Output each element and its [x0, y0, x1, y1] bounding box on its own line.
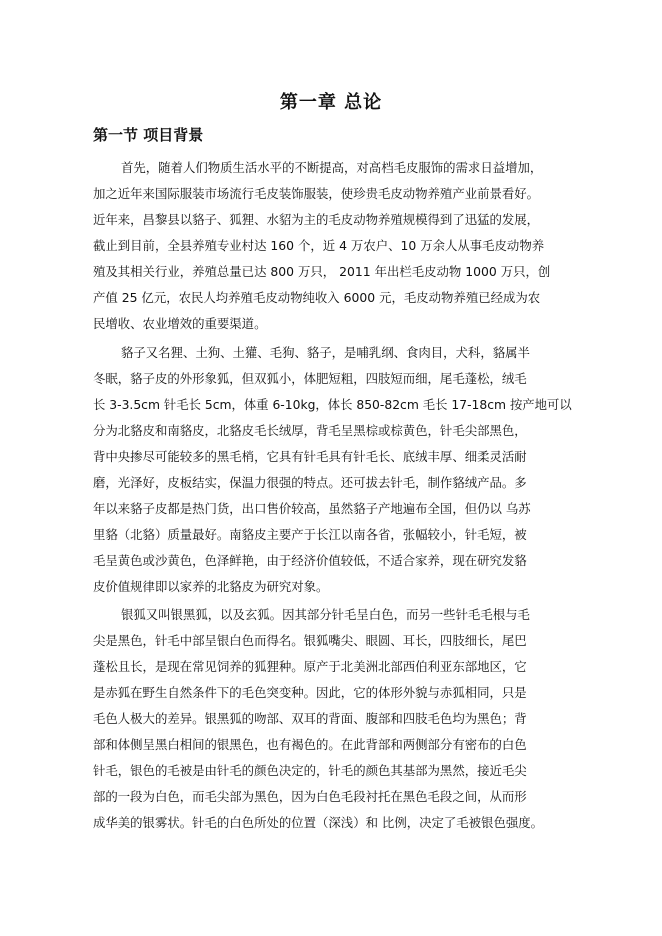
paragraph-line: 尖是黑色，针毛中部呈银白色而得名。银狐嘴尖、眼圆、耳长，四肢细长，尾巴 — [93, 633, 527, 648]
paragraph-line: 磨，光泽好，皮板结实，保温力很强的特点。还可拔去针毛，制作貉绒产品。多 — [93, 475, 527, 490]
paragraph-line: 民增收、农业增效的重要渠道。 — [93, 316, 267, 331]
paragraph-line: 里貉（北貉）质量最好。南貉皮主要产于长江以南各省，张幅较小，针毛短，被 — [93, 527, 527, 542]
paragraph-line: 加之近年来国际服装市场流行毛皮装饰服装，使珍贵毛皮动物养殖产业前景看好。 — [93, 186, 540, 201]
paragraph-line: 分为北貉皮和南貉皮，北貉皮毛长绒厚，背毛呈黑棕或棕黄色，针毛尖部黑色， — [93, 423, 527, 438]
paragraph-line: 毛呈黄色或沙黄色，色泽鲜艳，由于经济价值较低，不适合家养，现在研究发貉 — [93, 553, 527, 568]
paragraph-line: 背中央掺尽可能较多的黑毛梢，它具有针毛具有针毛长、底绒丰厚、细柔灵活耐 — [93, 449, 527, 464]
paragraph-line: 截止到目前，全县养殖专业村达 160 个，近 4 万农户、10 万余人从事毛皮动物养 — [93, 238, 545, 253]
paragraph-line: 银狐又叫银黑狐，以及玄狐。因其部分针毛呈白色，而另一些针毛毛根与毛 — [121, 607, 530, 622]
paragraph-line: 首先，随着人们物质生活水平的不断提高，对高档毛皮服饰的需求日益增加， — [121, 160, 543, 175]
section-title: 第一节 项目背景 — [93, 126, 204, 144]
paragraph-line: 毛色人极大的差异。银黑狐的吻部、双耳的背面、腹部和四肢毛色均为黑色；背 — [93, 711, 527, 726]
paragraph-line: 皮价值规律即以家养的北貉皮为研究对象。 — [93, 579, 329, 594]
paragraph-line: 冬眠，貉子皮的外形象狐，但双狐小，体肥短粗，四肢短而细，尾毛蓬松，绒毛 — [93, 371, 527, 386]
paragraph-line: 长 3-3.5cm 针毛长 5cm，体重 6-10kg，体长 850-82cm 毛长 17-18cm 按产地可以 — [93, 397, 572, 412]
paragraph-line: 殖及其相关行业，养殖总量已达 800 万只， 2011 年出栏毛皮动物 1000 万只，创 — [93, 264, 551, 279]
paragraph-line: 针毛，银色的毛被是由针毛的颜色决定的，针毛的颜色其基部为黑然，接近毛尖 — [93, 763, 527, 778]
paragraph-line: 是赤狐在野生自然条件下的毛色突变种。因此，它的体形外貌与赤狐相同，只是 — [93, 685, 527, 700]
paragraph-line: 近年来，昌黎县以貉子、狐狸、水貂为主的毛皮动物养殖规模得到了迅猛的发展， — [93, 212, 540, 227]
paragraph-line: 貉子又名狸、土狗、土獾、毛狗、貉子，是哺乳纲、食肉目，犬科，貉属半 — [121, 345, 530, 360]
paragraph-line: 蓬松且长，是现在常见饲养的狐狸种。原产于北美洲北部西伯利亚东部地区，它 — [93, 659, 527, 674]
paragraph-line: 成华美的银雾状。针毛的白色所处的位置（深浅）和 比例，决定了毛被银色强度。 — [93, 815, 544, 830]
paragraph-line: 部的一段为白色，而毛尖部为黑色，因为白色毛段衬托在黑色毛段之间，从而形 — [93, 789, 527, 804]
paragraph-line: 产值 25 亿元，农民人均养殖毛皮动物纯收入 6000 元，毛皮动物养殖已经成为农 — [93, 290, 541, 305]
paragraph-line: 年以来貉子皮都是热门货，出口售价较高，虽然貉子产地遍布全国，但仍以 乌苏 — [93, 501, 531, 516]
chapter-title: 第一章 总论 — [279, 92, 383, 113]
paragraph-line: 部和体侧呈黑白相间的银黑色，也有褐色的。在此背部和两侧部分有密布的白色 — [93, 737, 527, 752]
